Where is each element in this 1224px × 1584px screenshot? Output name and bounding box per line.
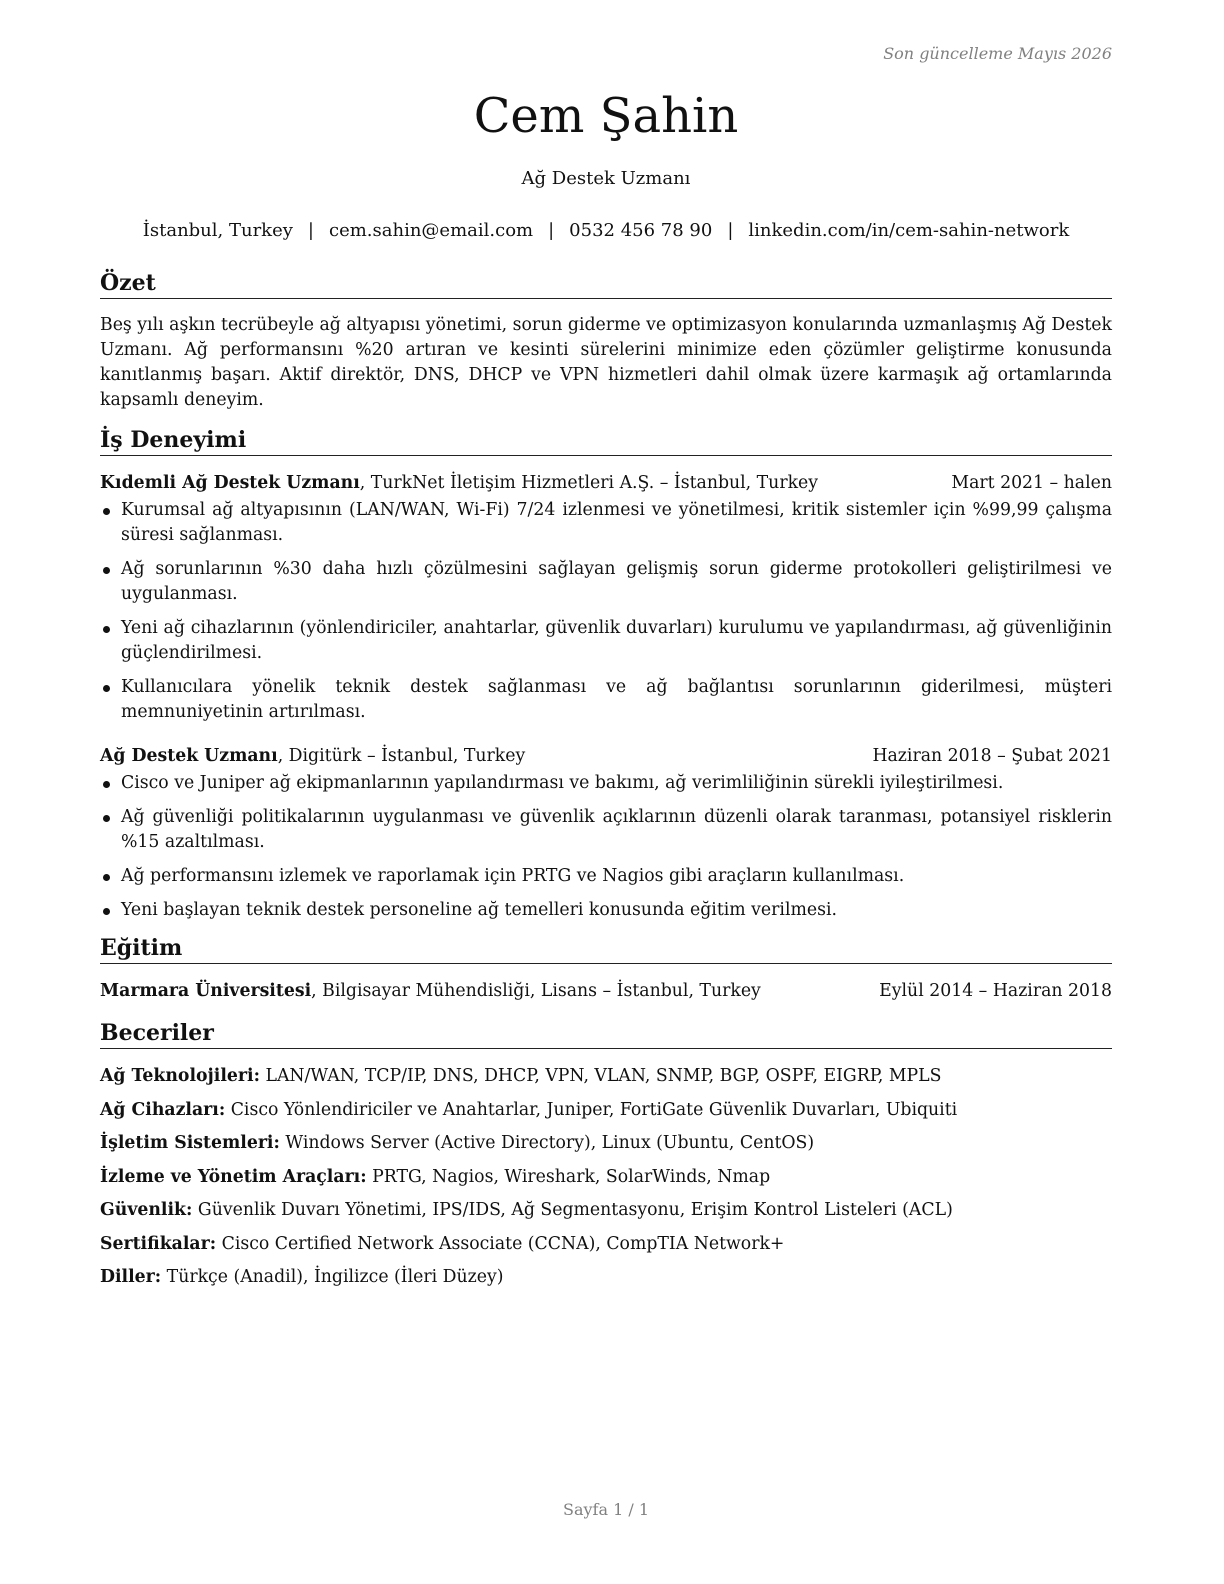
- contact-separator: |: [307, 220, 314, 241]
- skill-value: LAN/WAN, TCP/IP, DNS, DHCP, VPN, VLAN, SNMP, BGP, OSPF, EIGRP, MPLS: [259, 1066, 942, 1086]
- job-role-line: [100, 470, 818, 496]
- contact-location: İstanbul, Turkey: [142, 220, 293, 241]
- resume-page: [100, 0, 1112, 1584]
- skill-row: [100, 1130, 1112, 1156]
- skills-list: [100, 1063, 1112, 1290]
- contact-phone: 0532 456 78 90: [569, 220, 713, 241]
- bullet-item: Yeni başlayan teknik destek personeline ağ temelleri konusunda eğitim verilmesi.: [100, 898, 1112, 923]
- job-role: Kıdemli Ağ Destek Uzmanı: [100, 473, 360, 493]
- bullet-item: Kullanıcılara yönelik teknik destek sağlanması ve ağ bağlantısı sorunlarının giderilmesi, müşteri memnuniyetinin artırılması.: [100, 675, 1112, 725]
- education-entry: [100, 978, 1112, 1004]
- bullet-item: Ağ güvenliği politikalarının uygulanması ve güvenlik açıklarının düzenli olarak taranması, potansiyel risklerin %15 azaltılması.: [100, 805, 1112, 855]
- skill-label: İzleme ve Yönetim Araçları:: [100, 1166, 367, 1187]
- experience-heading: İş Deneyimi: [100, 425, 1112, 456]
- skill-row: [100, 1063, 1112, 1089]
- bullet-item: Yeni ağ cihazlarının (yönlendiriciler, anahtarlar, güvenlik duvarları) kurulumu ve yapılandırması, ağ güvenliğinin güçlendirilmesi.: [100, 616, 1112, 666]
- education-dates: Eylül 2014 – Haziran 2018: [879, 981, 1112, 1001]
- contact-linkedin[interactable]: linkedin.com/in/cem-sahin-network: [748, 220, 1070, 241]
- job-role: Ağ Destek Uzmanı: [100, 746, 278, 766]
- summary-text: Beş yılı aşkın tecrübeyle ağ altyapısı yönetimi, sorun giderme ve optimizasyon konularında uzmanlaşmış Ağ Destek Uzmanı. Ağ performansını %20 artıran ve kesinti sürelerini minimize eden çözümler geliştirme konusunda kanıtlanmış başarı. Aktif direktör, DNS, DHCP ve VPN hizmetleri dahil olmak üzere karmaşık ağ ortamlarında kapsamlı deneyim.: [100, 315, 1112, 410]
- resume-content: [100, 268, 1112, 1298]
- job-company: , Digitürk – İstanbul, Turkey: [277, 746, 526, 766]
- education-details: , Bilgisayar Mühendisliği, Lisans – İstanbul, Turkey: [311, 981, 761, 1001]
- page-number: Sayfa 1 / 1: [562, 1500, 649, 1519]
- skill-value: Cisco Certified Network Associate (CCNA), CompTIA Network+: [216, 1233, 785, 1254]
- contact-line: [100, 218, 1112, 244]
- job-header: [100, 470, 1112, 496]
- skill-value: Güvenlik Duvarı Yönetimi, IPS/IDS, Ağ Segmentasyonu, Erişim Kontrol Listeleri (ACL): [192, 1200, 953, 1220]
- skill-row: [100, 1197, 1112, 1223]
- bullet-item: Ağ performansını izlemek ve raporlamak için PRTG ve Nagios gibi araçların kullanılması.: [100, 864, 1112, 889]
- skill-row: [100, 1097, 1112, 1123]
- skill-label: Güvenlik:: [100, 1200, 193, 1220]
- contact-separator: |: [727, 220, 734, 241]
- skills-heading: Beceriler: [100, 1018, 1112, 1049]
- job-entry: [100, 743, 1112, 923]
- education-heading: Eğitim: [100, 933, 1112, 964]
- job-dates: Haziran 2018 – Şubat 2021: [872, 746, 1112, 766]
- last-updated: Son güncelleme Mayıs 2026: [883, 44, 1112, 63]
- job-company: , TurkNet İletişim Hizmetleri A.Ş. – İstanbul, Turkey: [359, 473, 819, 493]
- job-bullets: [100, 498, 1112, 725]
- skill-value: PRTG, Nagios, Wireshark, SolarWinds, Nmap: [366, 1166, 771, 1187]
- contact-email[interactable]: cem.sahin@email.com: [328, 220, 534, 241]
- bullet-item: Cisco ve Juniper ağ ekipmanlarının yapılandırması ve bakımı, ağ verimliliğinin sürekli iyileştirilmesi.: [100, 771, 1112, 796]
- education-school: Marmara Üniversitesi: [100, 981, 312, 1001]
- skill-row: [100, 1231, 1112, 1257]
- skill-row: [100, 1164, 1112, 1190]
- skill-value: Cisco Yönlendiriciler ve Anahtarlar, Juniper, FortiGate Güvenlik Duvarları, Ubiquiti: [225, 1099, 958, 1120]
- skill-label: İşletim Sistemleri:: [100, 1133, 280, 1153]
- skill-label: Diller:: [100, 1267, 162, 1287]
- candidate-title: Ağ Destek Uzmanı: [521, 168, 691, 189]
- skill-value: Türkçe (Anadil), İngilizce (İleri Düzey): [161, 1267, 504, 1287]
- candidate-name: Cem Şahin: [473, 88, 739, 144]
- job-role-line: [100, 743, 525, 769]
- bullet-item: Kurumsal ağ altyapısının (LAN/WAN, Wi-Fi) 7/24 izlenmesi ve yönetilmesi, kritik sistemler için %99,99 çalışma süresi sağlanması.: [100, 498, 1112, 548]
- skill-label: Ağ Teknolojileri:: [100, 1066, 260, 1086]
- job-dates: Mart 2021 – halen: [951, 473, 1112, 493]
- summary-heading: Özet: [100, 268, 1112, 299]
- skill-row: [100, 1264, 1112, 1290]
- education-line: [100, 978, 761, 1004]
- job-entry: [100, 470, 1112, 725]
- skill-label: Ağ Cihazları:: [100, 1099, 226, 1120]
- skill-label: Sertifikalar:: [100, 1233, 217, 1254]
- skill-value: Windows Server (Active Directory), Linux (Ubuntu, CentOS): [279, 1133, 815, 1153]
- bullet-item: Ağ sorunlarının %30 daha hızlı çözülmesini sağlayan gelişmiş sorun giderme protokolleri geliştirilmesi ve uygulanması.: [100, 557, 1112, 607]
- job-header: [100, 743, 1112, 769]
- contact-separator: |: [548, 220, 555, 241]
- job-bullets: [100, 771, 1112, 923]
